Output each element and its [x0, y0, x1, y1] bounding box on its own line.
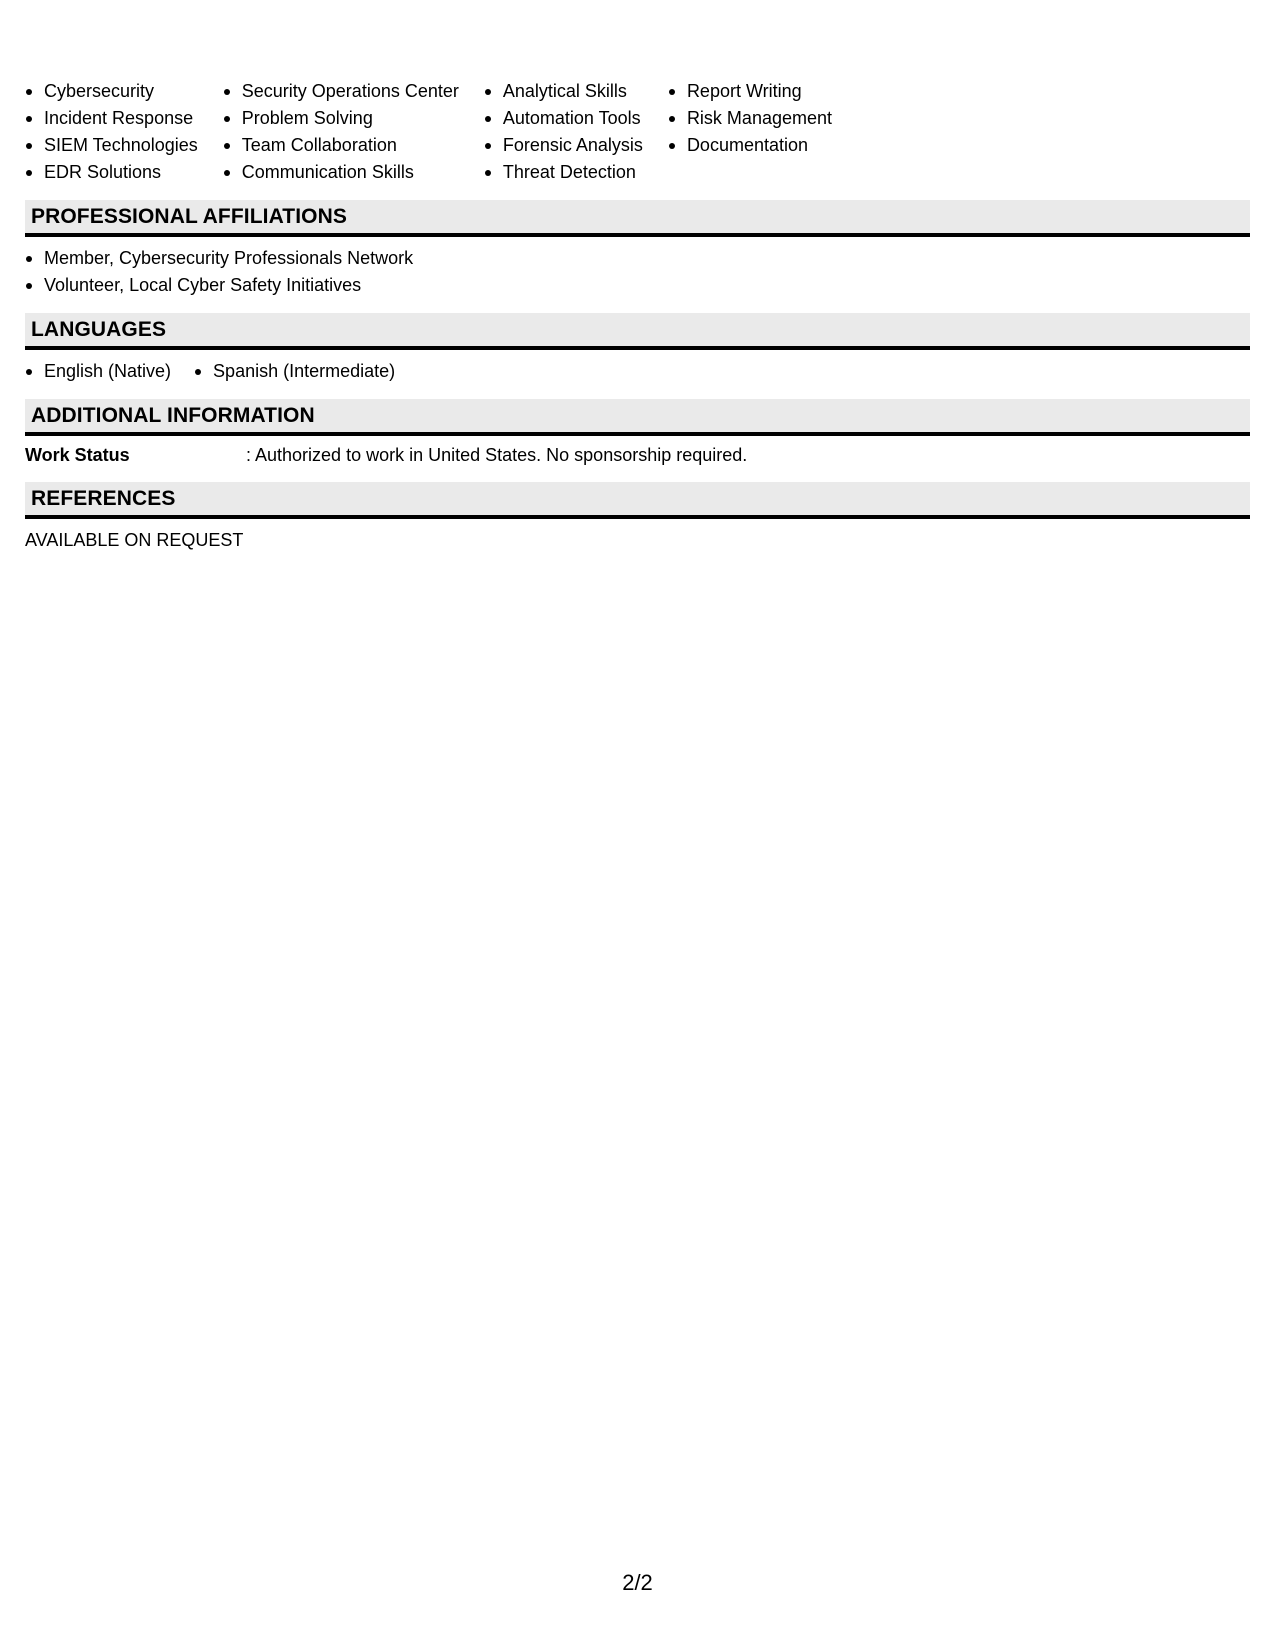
skill-item: Problem Solving [223, 105, 459, 132]
skills-column-4 [668, 78, 832, 186]
affiliation-item: Member, Cybersecurity Professionals Network [25, 245, 1250, 272]
affiliations-section [25, 237, 1250, 313]
language-item: English (Native) [25, 358, 171, 385]
skills-grid [25, 78, 1250, 186]
skill-item: SIEM Technologies [25, 132, 198, 159]
skill-item: Communication Skills [223, 159, 459, 186]
skill-item: Analytical Skills [484, 78, 643, 105]
skill-item: Cybersecurity [25, 78, 198, 105]
skill-item: Security Operations Center [223, 78, 459, 105]
skill-item: Team Collaboration [223, 132, 459, 159]
skills-column-2 [223, 78, 459, 186]
affiliation-item: Volunteer, Local Cyber Safety Initiatives [25, 272, 1250, 299]
references-text: AVAILABLE ON REQUEST [25, 530, 244, 550]
work-status-label: Work Status [25, 445, 130, 465]
section-header-references: REFERENCES [25, 482, 1250, 519]
language-item: Spanish (Intermediate) [194, 358, 395, 385]
languages-list [25, 358, 1250, 385]
skills-column-1 [25, 78, 198, 186]
skill-item: EDR Solutions [25, 159, 198, 186]
affiliations-list [25, 245, 1250, 299]
skill-item: Risk Management [668, 105, 832, 132]
skill-item: Incident Response [25, 105, 198, 132]
skill-item: Automation Tools [484, 105, 643, 132]
languages-section [25, 350, 1250, 399]
section-header-languages: LANGUAGES [25, 313, 1250, 350]
skill-item: Forensic Analysis [484, 132, 643, 159]
page-number: 2/2 [622, 1570, 653, 1595]
section-header-affiliations: PROFESSIONAL AFFILIATIONS [25, 200, 1250, 237]
skill-item: Documentation [668, 132, 832, 159]
work-status-value: : Authorized to work in United States. No sponsorship required. [246, 445, 748, 465]
section-header-additional-info: ADDITIONAL INFORMATION [25, 399, 1250, 436]
additional-info-section [25, 436, 1250, 482]
skill-item: Report Writing [668, 78, 832, 105]
spacer [25, 186, 1250, 200]
work-status-row [25, 442, 1250, 468]
skills-column-3 [484, 78, 643, 186]
skill-item: Threat Detection [484, 159, 643, 186]
references-section [25, 519, 1250, 567]
resume-page [25, 78, 1250, 567]
